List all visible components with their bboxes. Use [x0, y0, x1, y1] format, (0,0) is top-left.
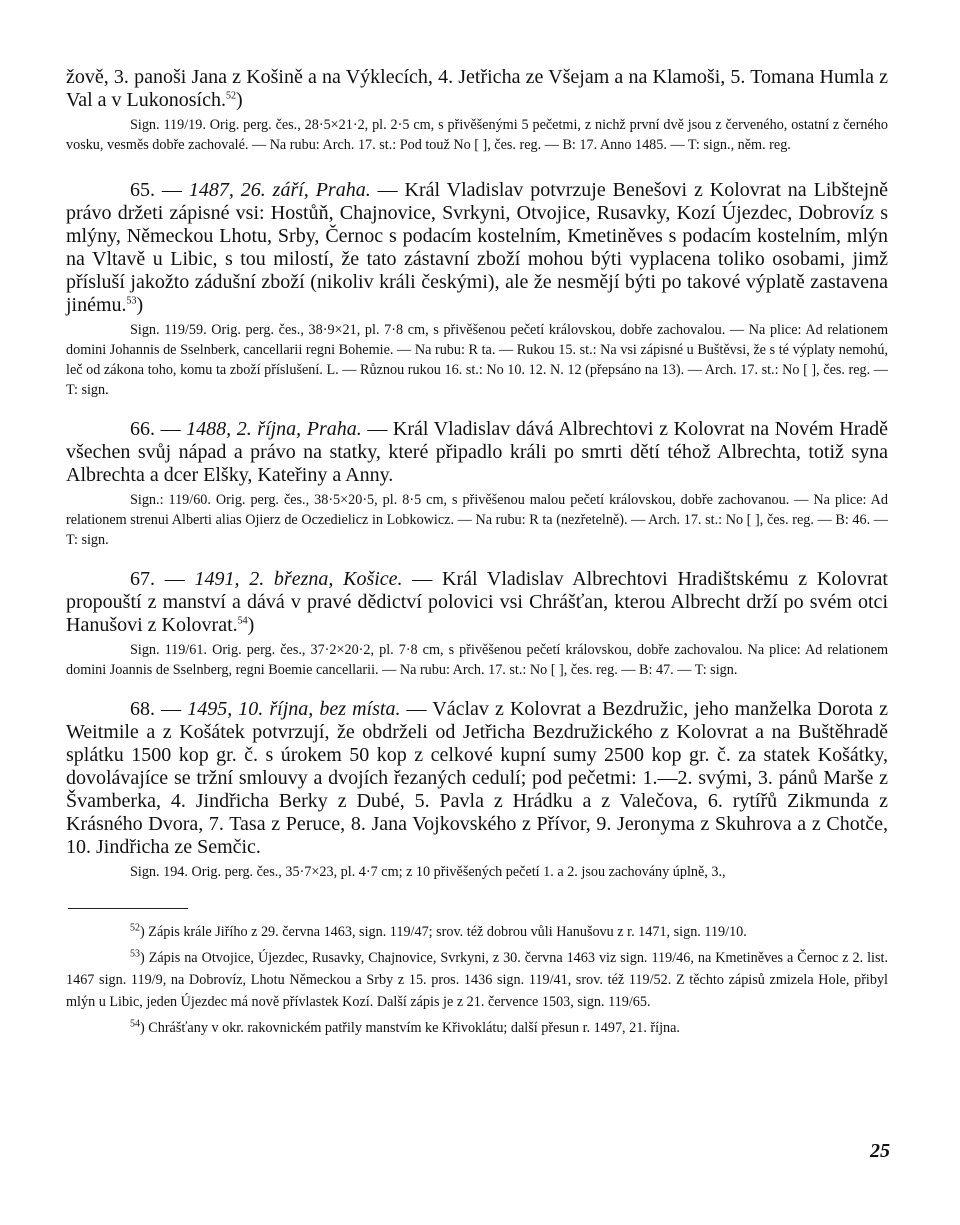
footnote-ref[interactable]: 54: [237, 615, 248, 627]
entry-number: 66. —: [130, 418, 181, 440]
footnote-54: [66, 1017, 888, 1039]
entry-66: [66, 418, 888, 550]
entry-heading-paragraph: 67. — 1491, 2. března, Košice. — Král Vladislav Albrechtovi Hradištskému z Kolovrat propouští z manství a dává v pravé dědictví polovici vsi Chrášťan, kterou Albrecht drží po svém otci Hanušovi z Kolovrat.$^{54}$): [66, 568, 888, 636]
entry-text: — Václav z Kolovrat a Bezdružic, jeho manželka Dorota z Weitmile a z Košátek potvrzují, že obdrželi od Jetřicha Bezdružického z Kolovrat a na Buštěhradě splátku 1500 kop gr. č. s úrokem 50 kop z celkové kupní sumy 2500 kop gr. č. za statek Košátky, dovolávajíce se tržní smlouvy a dvojích řezaných cedulí; pod pečetmi: 1.—2. svými, 3. pánů Marše z Švamberka, 4. Jindřicha Berky z Dubé, 5. Pavla z Hrádku a z Valečova, 6. rytířů Zikmunda z Krásného Dvora, 7. Tasa z Peruce, 8. Jana Vojkovského z Přívor, 9. Jeronyma z Skuhrova a z Chotče, 10. Jindřicha ze Semčic.: [66, 698, 889, 858]
continuation-text: žově, 3. panoši Jana z Košině a na Výklecích, 4. Jetřicha ze Všejam a na Klamoši, 5. Tomana Humla z Val a v Lukonosích.: [66, 66, 888, 111]
continuation-paragraph: žově, 3. panoši Jana z Košině a na Výklecích, 4. Jetřicha ze Všejam a na Klamoši, 5. Tomana Humla z Val a v Lukonosích.$^{52}$): [66, 66, 888, 111]
continuation-metadata: Sign. 119/19. Orig. perg. čes., 28·5×21·2, pl. 2·5 cm, s přivěšenými 5 pečetmi, z nichž první dvě jsou z červeného, ostatní z černého vosku, vesměs dobře zachovalé. — Na rubu: Arch. 17. st.: Pod touž No [ ], čes. reg. — B: 17. Anno 1485. — T: sign., něm. reg.: [66, 117, 888, 153]
entry-metadata: Sign. 194. Orig. perg. čes., 35·7×23, pl. 4·7 cm; z 10 přivěšených pečetí 1. a 2. jsou zachovány úplně, 3.,: [130, 864, 726, 880]
entry-number: 65. —: [130, 179, 182, 201]
entry-date: 1495, 10. října, bez místa.: [187, 698, 401, 720]
entry-heading-paragraph: [66, 418, 888, 487]
document-page: [66, 66, 888, 1043]
footnote-53: [66, 947, 888, 1013]
entry-text: — Král Vladislav Albrechtovi Hradištskému z Kolovrat propouští z manství a dává v pravé dědictví polovici vsi Chrášťan, kterou Albrecht drží po svém otci Hanušovi z Kolovrat.: [66, 568, 888, 636]
footnote-divider: [68, 908, 188, 909]
entry-metadata: Sign. 119/59. Orig. perg. čes., 38·9×21, pl. 7·8 cm, s přivěšenou pečetí královskou, dobře zachovalou. — Na plice: Ad relationem domini Johannis de Sselnberk, cancellarii regni Bohemie. — Na rubu: R ta. — Rukou 15. st.: Na vsi zápisné u Buštěvsi, že s té výplaty nemohú, leč od zákona toho, komu ta zboží příslušení. L. — Různou rukou 16. st.: No 10. 12. N. 12 (přepsáno na 13). — Arch. 17. st.: No [ ], čes. reg. — T: sign.: [66, 322, 888, 398]
footnote-marker: 53: [130, 948, 140, 960]
entry-date: 1491, 2. března, Košice.: [194, 568, 403, 590]
entry-date: 1487, 26. září, Praha.: [188, 179, 371, 201]
entry-number: 68. —: [130, 698, 182, 720]
footnote-ref[interactable]: 53: [126, 295, 137, 307]
entry-68: [66, 698, 888, 882]
footnote-marker: 54: [130, 1018, 140, 1030]
entry-65: [66, 179, 888, 400]
page-number: 25: [870, 1140, 890, 1162]
entry-number: 67. —: [130, 568, 185, 590]
footnote-52: [66, 921, 888, 943]
entry-67: [66, 568, 888, 680]
entry-date: 1488, 2. října, Praha.: [186, 418, 362, 440]
footnote-text: ) Zápis na Otvojice, Újezdec, Rusavky, Chajnovice, Svrkyni, z 30. června 1463 viz sign. 119/46, na Kmetiněves a Černoc z 2. list. 1467 sign. 119/9, na Dobrovíz, Lhotu Německou a Srby z 15. pros. 1436 sign. 119/41, srov. též 119/52. Z těchto zápisů zmizela Hole, přibyl mlýn u Libic, jeden Újezdec má nově přívlastek Kozí. Další zápis je z 21. července 1503, sign. 119/65.: [66, 950, 888, 1010]
footnote-text: ) Chrášťany v okr. rakovnickém patřily manstvím ke Křivoklátu; další přesun r. 1497, 21. října.: [140, 1020, 680, 1036]
footnote-text: ) Zápis krále Jiřího z 29. června 1463, sign. 119/47; srov. též dobrou vůli Hanušovu z r. 1471, sign. 119/10.: [140, 924, 747, 940]
entry-heading-paragraph: [66, 698, 888, 859]
entry-metadata: Sign. 119/61. Orig. perg. čes., 37·2×20·2, pl. 7·8 cm, s přivěšenou pečetí královskou, dobře zachovalou. Na plice: Ad relationem domini Joannis de Sselnberg, regni Boemie cancellarii. — Na rubu: Arch. 17. st.: No [ ], čes. reg. — B: 47. — T: sign.: [66, 642, 888, 678]
entry-metadata: Sign.: 119/60. Orig. perg. čes., 38·5×20·5, pl. 8·5 cm, s přivěšenou malou pečetí královskou, dobře zachovanou. — Na plice: Ad relationem strenui Alberti alias Ojierz de Oczedielicz in Lobkowicz. — Na rubu: R ta (nezřetelně). — Arch. 17. st.: No [ ], čes. reg. — B: 46. — T: sign.: [66, 492, 888, 548]
entry-heading-paragraph: 65. — 1487, 26. září, Praha. — Král Vladislav potvrzuje Benešovi z Kolovrat na Libštejně právo držeti zápisné vsi: Hostůň, Chajnovice, Svrkyni, Otvojice, Rusavky, Kozí Újezdec, Dobrovíz s mlýny, Německou Lhotu, Srby, Černoc s podacím kostelním, Kmetiněves s podacím kostelním, mlýn na Vltavě u Libic, s tou milostí, že tato zástavní zboží mohou býti vyplacena toliko osobami, jimž přísluší jakožto zádušní zboží (nikoliv králi českými), ale že nesmějí býti po takové výplatě zastavena jinému.$^{53}$): [66, 179, 889, 316]
entry-text: — Král Vladislav dává Albrechtovi z Kolovrat na Novém Hradě všechen svůj nápad a právo na statky, které připadlo králi po smrti dětí téhož Albrechta, totiž syna Albrechta a dcer Elšky, Kateřiny a Anny.: [66, 418, 889, 486]
entry-text: — Král Vladislav potvrzuje Benešovi z Kolovrat na Libštejně právo držeti zápisné vsi: Hostůň, Chajnovice, Svrkyni, Otvojice, Rusavky, Kozí Újezdec, Dobrovíz s mlýny, Německou Lhotu, Srby, Černoc s podacím kostelním, Kmetiněves s podacím kostelním, mlýn na Vltavě u Libic, s tou milostí, že tato zástavní zboží mohou býti vyplacena toliko osobami, jimž přísluší jakožto zádušní zboží (nikoliv králi českými), ale že nesmějí býti po takové výplatě zastavena jinému.: [66, 179, 889, 316]
footnote-ref[interactable]: 52: [225, 90, 236, 102]
footnote-marker: 52: [130, 922, 140, 934]
